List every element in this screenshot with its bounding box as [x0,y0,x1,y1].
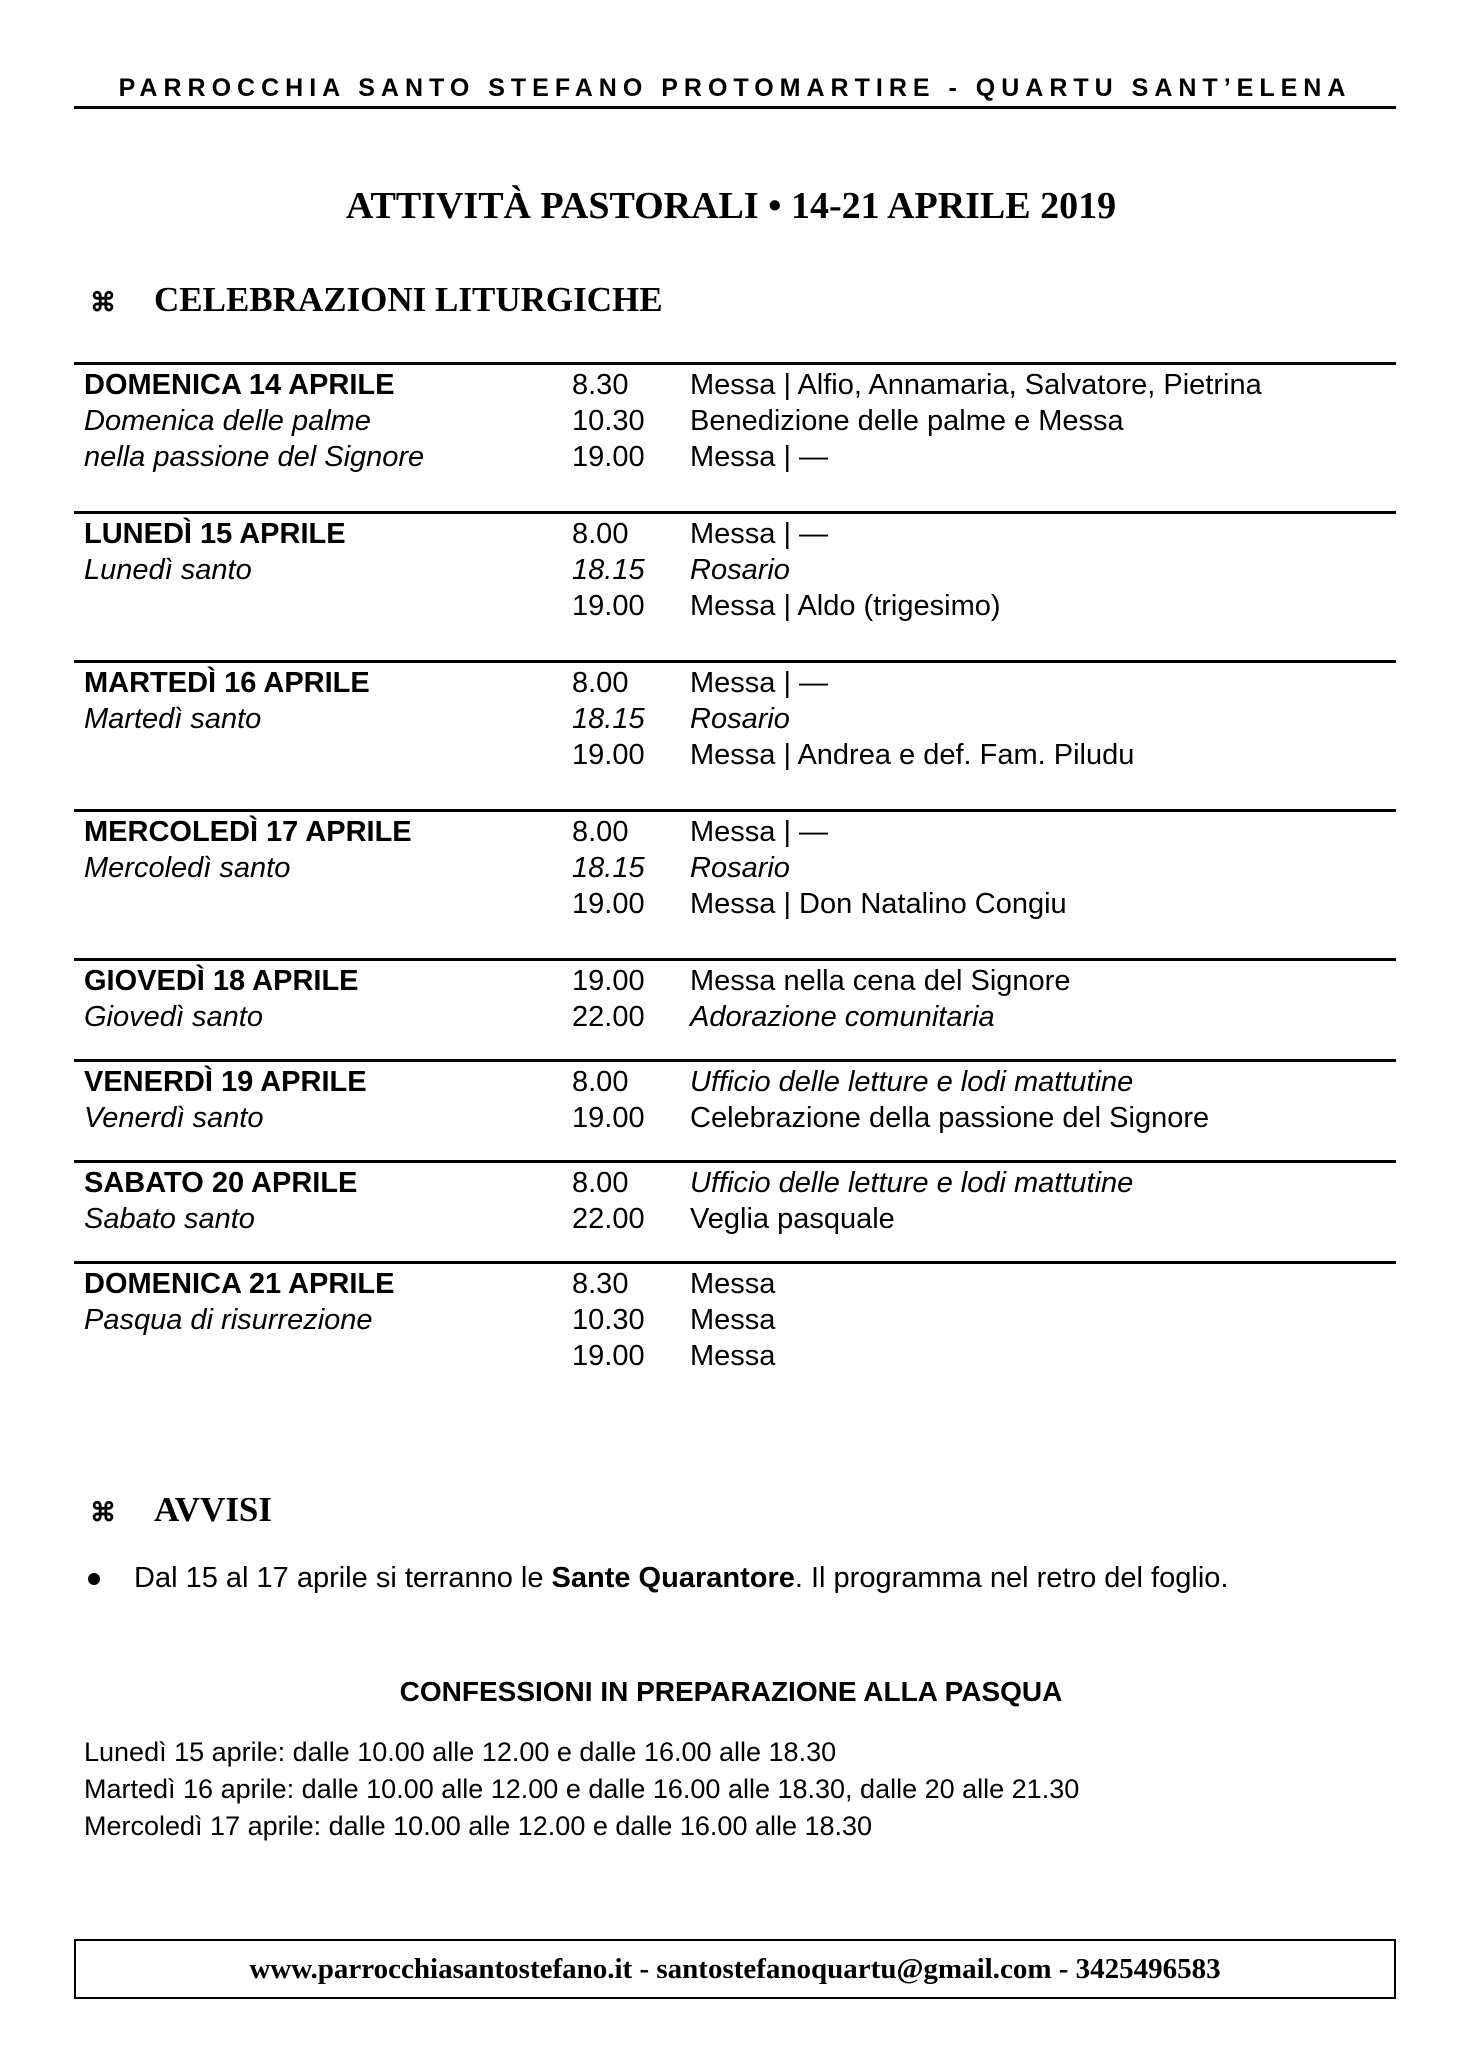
schedule-row [84,999,1396,1035]
day-date: VENERDÌ 19 APRILE [84,1066,367,1098]
time: 19.00 [572,441,645,473]
confession-line: Lunedì 15 aprile: dalle 10.00 alle 12.00 e dalle 16.00 alle 18.30 [84,1737,837,1767]
time: 8.30 [572,369,629,401]
day-liturgical-name: Venerdì santo [84,1102,264,1134]
day-liturgical-name: Mercoledì santo [84,852,291,884]
schedule-row [84,439,1396,475]
schedule-row [84,403,1396,439]
schedule-row [84,1266,1396,1302]
section-celebrations [90,280,663,320]
confession-line: Martedì 16 aprile: dalle 10.00 alle 12.00 e dalle 16.00 alle 18.30, dalle 20 alle 21.30 [84,1774,1080,1804]
schedule-row [84,516,1396,552]
notice-item [86,1562,1228,1595]
day-date: MERCOLEDÌ 17 APRILE [84,816,412,848]
event: Messa | Alfio, Annamaria, Salvatore, Pietrina [690,369,1262,401]
event: Messa nella cena del Signore [690,965,1071,997]
day-block [74,660,1396,809]
event: Messa | — [690,667,829,699]
day-liturgical-name [84,886,572,922]
event: Messa | Don Natalino Congiu [690,888,1067,920]
time: 19.00 [572,1102,645,1134]
day-block [74,1261,1396,1410]
day-liturgical-name [84,737,572,773]
day-liturgical-name [84,1338,572,1374]
event: Messa [690,1304,776,1336]
day-liturgical-name: Martedì santo [84,703,262,735]
schedule-row [84,552,1396,588]
confession-line: Mercoledì 17 aprile: dalle 10.00 alle 12.00 e dalle 16.00 alle 18.30 [84,1811,873,1841]
schedule-row [84,1165,1396,1201]
schedule-row [84,1100,1396,1136]
time: 19.00 [572,888,645,920]
schedule-row [84,1064,1396,1100]
fleuron-bullet-icon: ⌘ [90,288,116,317]
bullet-dot-icon [88,1573,100,1585]
time: 19.00 [572,1340,645,1372]
fleuron-bullet-icon: ⌘ [90,1498,116,1527]
day-liturgical-name: Domenica delle palme [84,405,371,437]
day-block [74,511,1396,660]
event: Benedizione delle palme e Messa [690,405,1124,437]
parish-header: PARROCCHIA SANTO STEFANO PROTOMARTIRE - QUARTU SANT’ELENA [74,70,1396,109]
time: 10.30 [572,1304,645,1336]
event: Messa | Aldo (trigesimo) [690,590,1001,622]
time: 19.00 [572,590,645,622]
schedule-row [84,963,1396,999]
section-notices-label: AVVISI [154,1490,273,1529]
event: Adorazione comunitaria [690,1001,995,1033]
notice-text-after: . Il programma nel retro del foglio. [794,1562,1229,1594]
event: Messa | — [690,441,829,473]
time: 8.00 [572,1167,629,1199]
day-date: DOMENICA 21 APRILE [84,1268,395,1300]
event: Messa | Andrea e def. Fam. Piludu [690,739,1135,771]
day-date: LUNEDÌ 15 APRILE [84,518,346,550]
schedule-row [84,886,1396,922]
time: 8.00 [572,1066,629,1098]
section-celebrations-label: CELEBRAZIONI LITURGICHE [154,280,663,319]
schedule-row [84,737,1396,773]
liturgy-schedule [74,362,1396,1410]
day-date: SABATO 20 APRILE [84,1167,358,1199]
day-date: MARTEDÌ 16 APRILE [84,667,370,699]
day-date: GIOVEDÌ 18 APRILE [84,965,359,997]
day-block [74,362,1396,511]
day-liturgical-name: Giovedì santo [84,1001,263,1033]
section-notices [90,1490,272,1530]
contact-footer: www.parrocchiasantostefano.it - santostefanoquartu@gmail.com - 3425496583 [74,1939,1396,1999]
event: Ufficio delle letture e lodi mattutine [690,1066,1134,1098]
day-liturgical-name: Pasqua di risurrezione [84,1304,373,1336]
time: 18.15 [572,554,645,586]
confessions-title: CONFESSIONI IN PREPARAZIONE ALLA PASQUA [399,1676,1063,1707]
day-date: DOMENICA 14 APRILE [84,369,395,401]
time: 8.30 [572,1268,629,1300]
schedule-row [84,850,1396,886]
time: 8.00 [572,518,629,550]
day-block [74,1160,1396,1261]
event: Messa | — [690,518,829,550]
time: 22.00 [572,1001,645,1033]
time: 8.00 [572,667,629,699]
time: 18.15 [572,852,645,884]
notice-text-bold: Sante Quarantore [551,1562,795,1594]
schedule-row [84,814,1396,850]
schedule-row [84,701,1396,737]
day-liturgical-name: Sabato santo [84,1203,255,1235]
time: 10.30 [572,405,645,437]
event: Rosario [690,703,790,735]
day-liturgical-name: nella passione del Signore [84,441,425,473]
day-block [74,1059,1396,1160]
time: 22.00 [572,1203,645,1235]
schedule-row [84,1338,1396,1374]
day-liturgical-name [84,588,572,624]
time: 19.00 [572,739,645,771]
event: Veglia pasquale [690,1203,895,1235]
day-block [74,809,1396,958]
event: Messa [690,1268,776,1300]
time: 19.00 [572,965,645,997]
confessions-list [84,1734,1079,1845]
event: Celebrazione della passione del Signore [690,1102,1210,1134]
page-title: ATTIVITÀ PASTORALI • 14-21 APRILE 2019 [345,185,1117,227]
time: 18.15 [572,703,645,735]
schedule-row [84,1302,1396,1338]
day-block [74,958,1396,1059]
day-liturgical-name: Lunedì santo [84,554,252,586]
event: Messa [690,1340,776,1372]
event: Ufficio delle letture e lodi mattutine [690,1167,1134,1199]
schedule-row [84,588,1396,624]
schedule-row [84,665,1396,701]
event: Rosario [690,554,790,586]
notice-text-before: Dal 15 al 17 aprile si terranno le [134,1562,552,1594]
schedule-row [84,367,1396,403]
time: 8.00 [572,816,629,848]
event: Messa | — [690,816,829,848]
schedule-row [84,1201,1396,1237]
event: Rosario [690,852,790,884]
